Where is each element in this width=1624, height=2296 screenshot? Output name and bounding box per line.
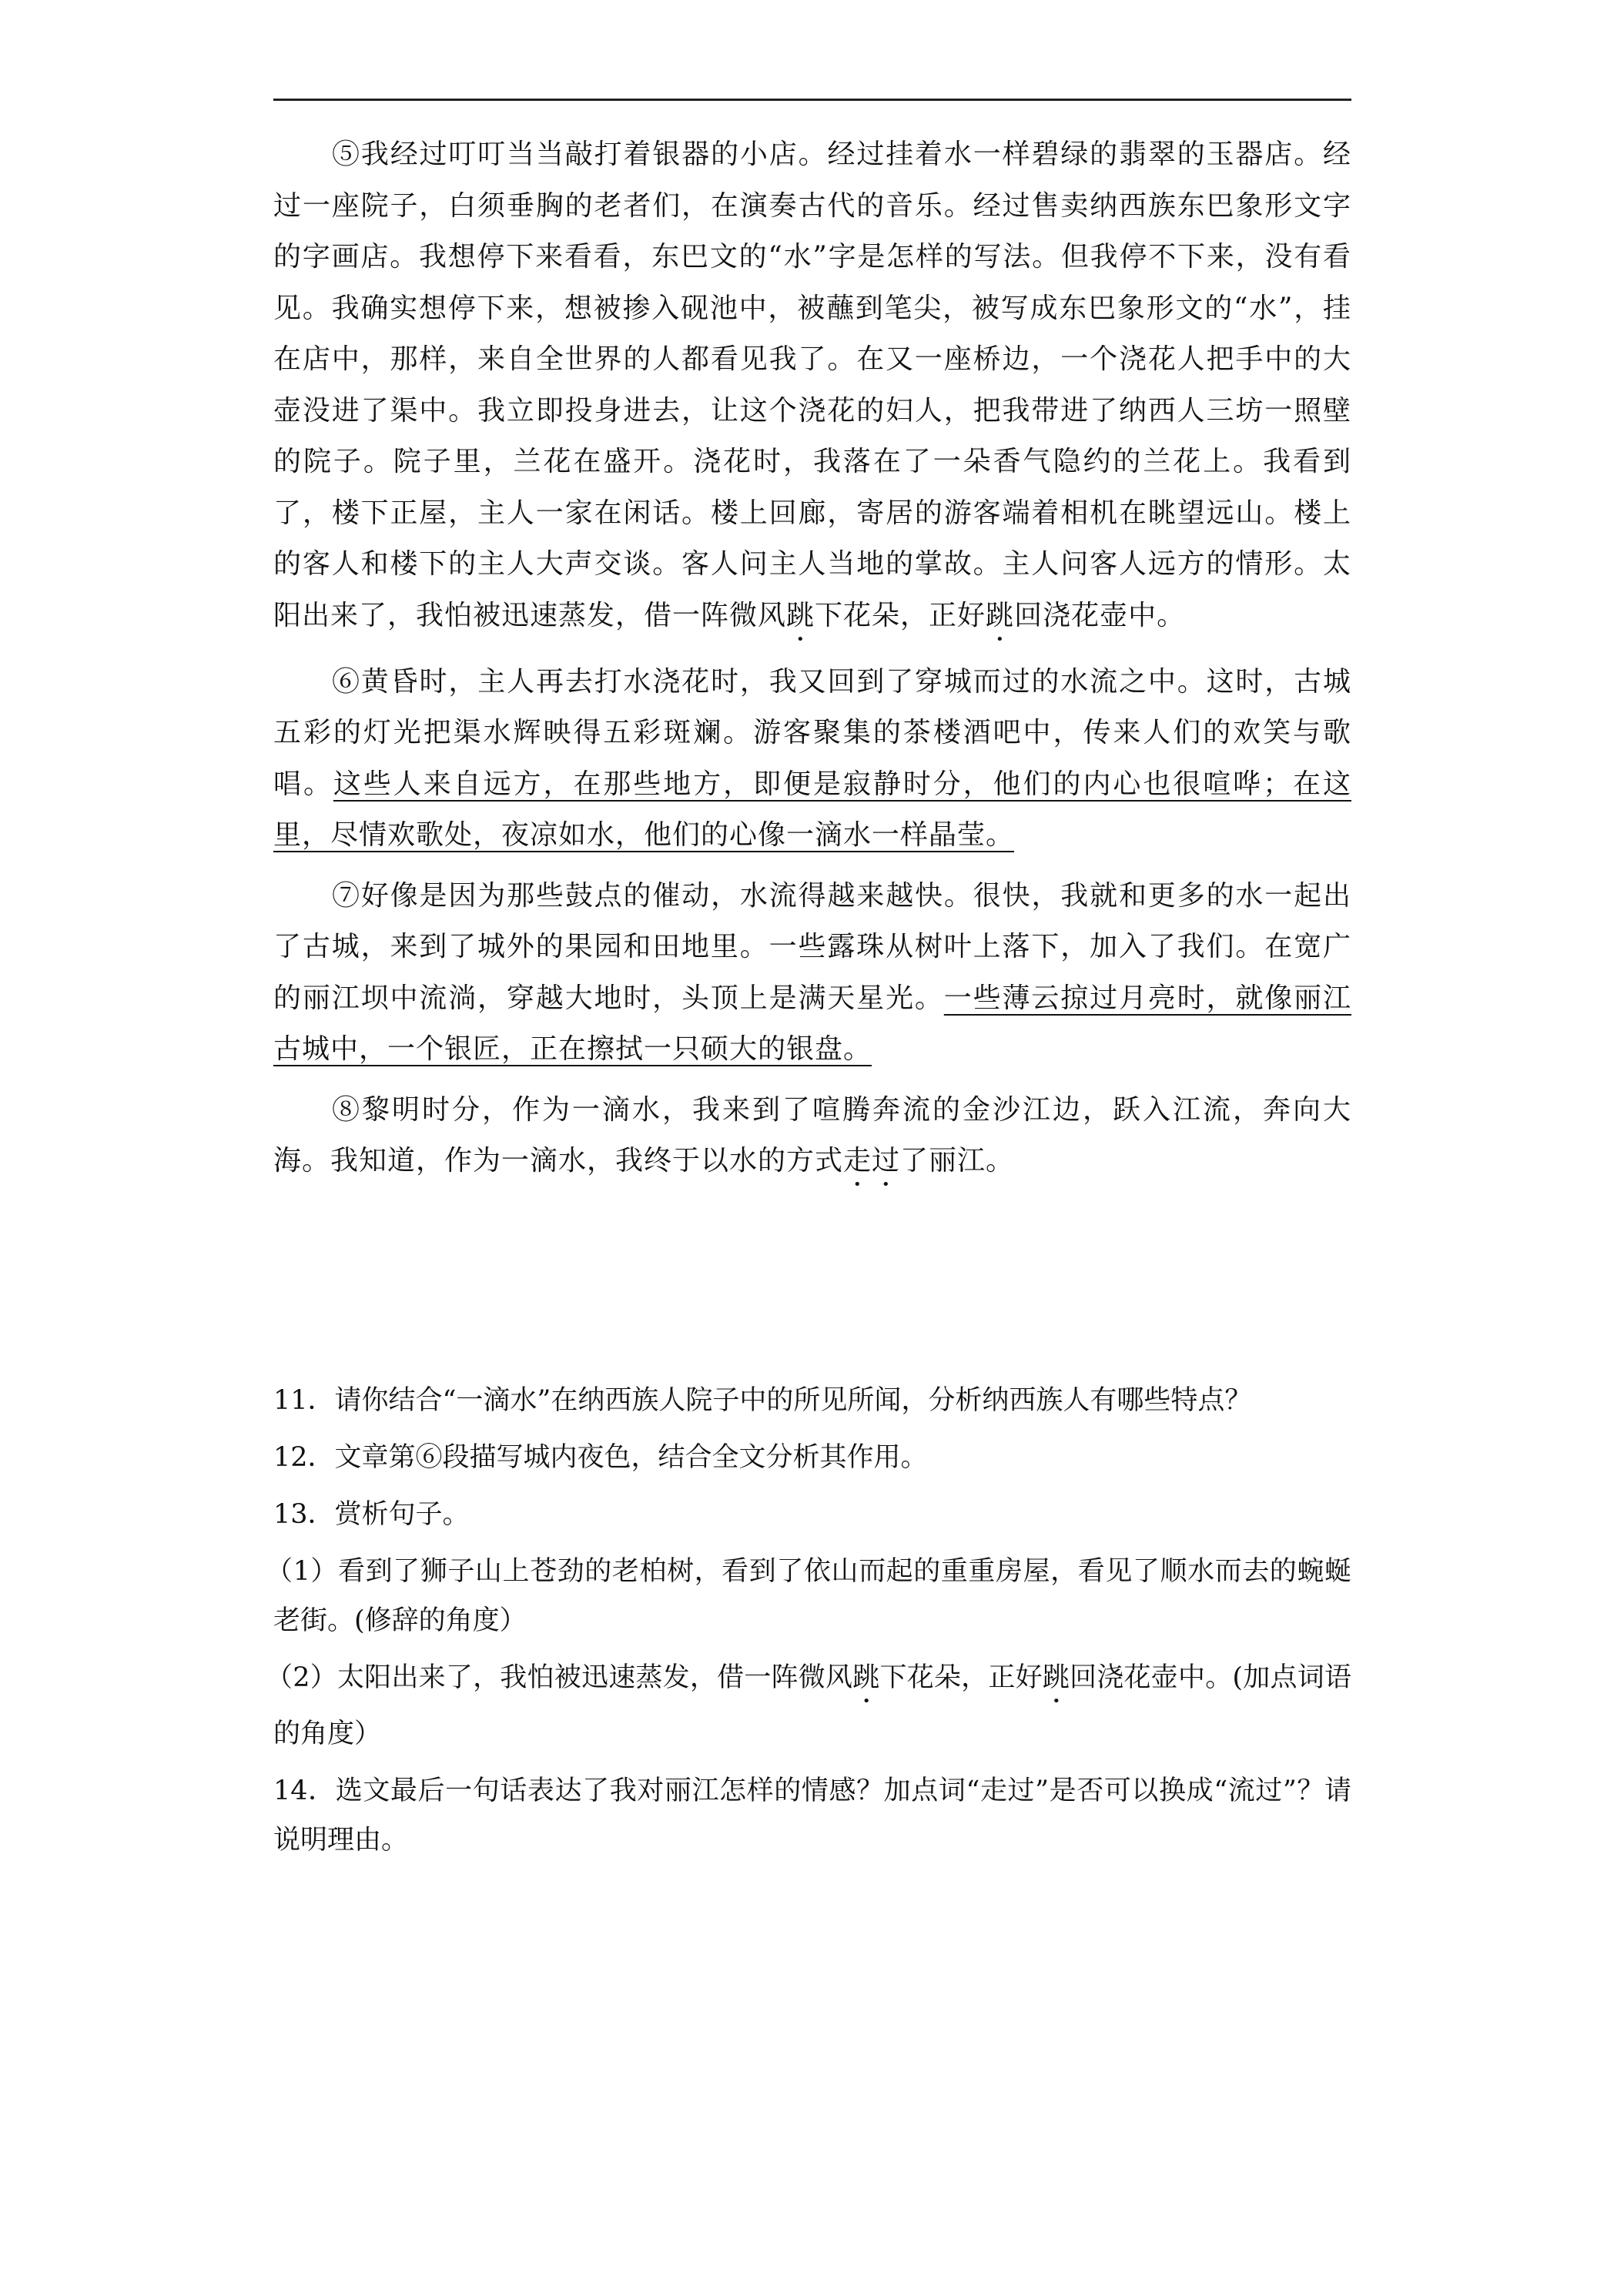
reading-passage	[273, 129, 1351, 1202]
question-13-1	[266, 1547, 1351, 1645]
emphasis-word-zouguo: 走过	[843, 1145, 901, 1176]
paragraph-6-text: ⑥黄昏时，主人再去打水浇花时，我又回到了穿城而过的水流之中。这时，古城五彩的灯光把渠水辉映得五彩斑斓。游客聚集的茶楼酒吧中，传来人们的欢笑与歌唱。	[273, 665, 1351, 800]
question-12: 12．文章第⑥段描写城内夜色，结合全文分析其作用。	[273, 1442, 928, 1473]
question-13-1-text: 看到了狮子山上苍劲的老柏树，看到了依山而起的重重房屋，看见了顺水而去的蜿蜒老街。(修辞的角度）	[273, 1556, 1351, 1636]
header-rule	[273, 99, 1351, 101]
question-13-2-text-3: 回浇花壶中。(加点词语的角度）	[273, 1662, 1351, 1749]
emphasis-word-tiao-2: 跳	[986, 599, 1015, 631]
question-13: 13．赏析句子。	[273, 1499, 470, 1530]
paragraph-5	[273, 129, 1351, 648]
paragraph-8	[273, 1085, 1351, 1193]
question-13-2-emphasis-tiao-1: 跳	[852, 1662, 880, 1693]
emphasis-word-tiao-1: 跳	[786, 599, 815, 631]
underlined-sentence-7: 一些薄云掠过月亮时，就像丽江古城中，一个银匠，正在擦拭一只硕大的银盘。	[273, 982, 1351, 1065]
paragraph-8-text: ⑧黎明时分，作为一滴水，我来到了喧腾奔流的金沙江边，跃入江流，奔向大海。我知道，作为一滴水，我终于以水的方式	[273, 1093, 1351, 1176]
paragraph-5-text-3: 回浇花壶中。	[1014, 599, 1186, 631]
question-list	[266, 1376, 1351, 1873]
question-13-2-number: （2）	[266, 1662, 337, 1693]
paragraph-5-text-2: 下花朵，正好	[815, 599, 986, 631]
paragraph-7	[273, 871, 1351, 1076]
paragraph-6	[273, 657, 1351, 862]
paragraph-8-text-2: 了丽江。	[900, 1145, 1015, 1176]
question-13-2-emphasis-tiao-2: 跳	[1042, 1662, 1070, 1693]
question-13-2-text-2: 下花朵，正好	[879, 1662, 1043, 1693]
question-13-2	[266, 1653, 1351, 1759]
question-13-2-text: 太阳出来了，我怕被迅速蒸发，借一阵微风	[337, 1662, 853, 1693]
question-13-1-number: （1）	[266, 1556, 339, 1587]
question-11: 11．请你结合“一滴水”在纳西族人院子中的所见所闻，分析纳西族人有哪些特点？	[273, 1385, 1252, 1416]
paragraph-5-text: ⑤我经过叮叮当当敲打着银器的小店。经过挂着水一样碧绿的翡翠的玉器店。经过一座院子，白须垂胸的老者们，在演奏古代的音乐。经过售卖纳西族东巴象形文字的字画店。我想停下来看看，东巴文的“水”字是怎样的写法。但我停不下来，没有看见。我确实想停下来，想被掺入砚池中，被蘸到笔尖，被写成东巴象形文的“水”，挂在店中，那样，来自全世界的人都看见我了。在又一座桥边，一个浇花人把手中的大壶没进了渠中。我立即投身进去，让这个浇花的妇人，把我带进了纳西人三坊一照壁的院子。院子里，兰花在盛开。浇花时，我落在了一朵香气隐约的兰花上。我看到了，楼下正屋，主人一家在闲话。楼上回廊，寄居的游客端着相机在眺望远山。楼上的客人和楼下的主人大声交谈。客人问主人当地的掌故。主人问客人远方的情形。太阳出来了，我怕被迅速蒸发，借一阵微风	[273, 139, 1351, 631]
paragraph-7-text: ⑦好像是因为那些鼓点的催动，水流得越来越快。很快，我就和更多的水一起出了古城，来到了城外的果园和田地里。一些露珠从树叶上落下，加入了我们。在宽广的丽江坝中流淌，穿越大地时，头顶上是满天星光。	[273, 879, 1351, 1014]
underlined-sentence-6: 这些人来自远方，在那些地方，即便是寂静时分，他们的内心也很喧哗；在这里，尽情欢歌处，夜凉如水，他们的心像一滴水一样晶莹。	[273, 768, 1351, 851]
question-14: 14．选文最后一句话表达了我对丽江怎样的情感？加点词“走过”是否可以换成“流过”？请说明理由。	[273, 1776, 1351, 1856]
